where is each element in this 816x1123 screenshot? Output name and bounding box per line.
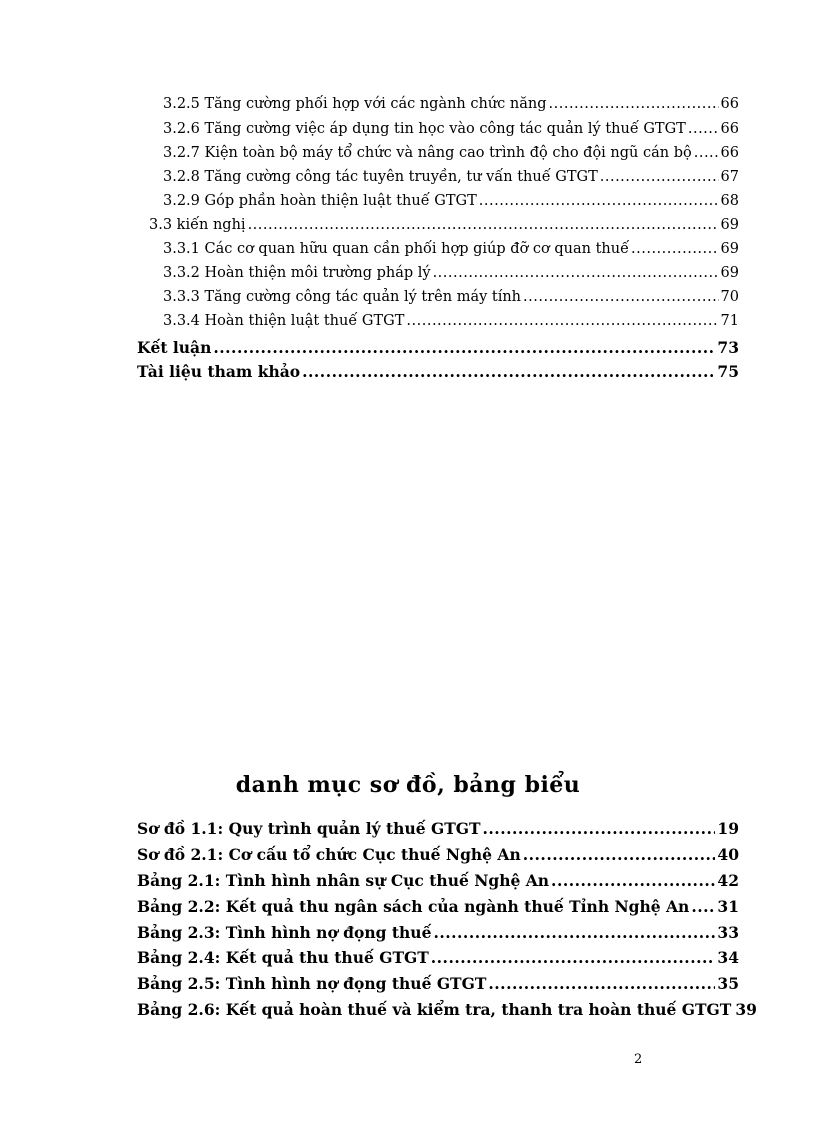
toc-entry-page: 71: [720, 313, 739, 329]
toc-entry-title: 3.2.9 Góp phần hoàn thiện luật thuế GTGT: [163, 193, 477, 209]
figure-entry: [137, 871, 739, 890]
toc-entry-title: 3.3 kiến nghị: [149, 217, 246, 233]
figure-entry: [137, 819, 739, 838]
toc-entry-title: 3.2.8 Tăng cường công tác tuyên truyền, tư vấn thuế GTGT: [163, 169, 598, 185]
figure-entry-page: 31: [717, 897, 739, 916]
page-number: 2: [634, 1052, 643, 1067]
dot-leader: [213, 338, 715, 357]
toc-entry-title: Tài liệu tham khảo: [137, 362, 301, 381]
toc-entry-page: 70: [720, 289, 739, 305]
toc-entry: [163, 265, 739, 281]
toc-entry: [163, 313, 739, 329]
figure-entry-page: 19: [717, 819, 739, 838]
toc-entry-title: Kết luận: [137, 338, 212, 357]
toc-entry-bold: [137, 338, 739, 357]
dot-leader: [248, 217, 719, 233]
toc-entry: [163, 96, 739, 112]
toc-entry-title: 3.2.5 Tăng cường phối hợp với các ngành chức năng: [163, 96, 547, 112]
toc-entry-page: 69: [720, 265, 739, 281]
dot-leader: [523, 845, 716, 864]
toc-entry-page: 68: [720, 193, 739, 209]
figure-entry: [137, 948, 739, 967]
toc-entry-page: 66: [720, 96, 739, 112]
figure-entry: [137, 897, 739, 916]
figure-entry-title: Sơ đồ 1.1: Quy trình quản lý thuế GTGT: [137, 819, 481, 838]
figure-entry-title: Bảng 2.2: Kết quả thu ngân sách của ngành thuế Tỉnh Nghệ An: [137, 897, 690, 916]
toc-entry: [163, 241, 739, 257]
toc-entry: [163, 193, 739, 209]
dot-leader: [631, 241, 719, 257]
figure-entry-page: 39: [735, 1000, 757, 1019]
dot-leader: [433, 265, 719, 281]
dot-leader: [479, 193, 719, 209]
dot-leader: [433, 923, 715, 942]
dot-leader: [551, 871, 715, 890]
figure-entry-title: Bảng 2.6: Kết quả hoàn thuế và kiểm tra, thanh tra hoàn thuế GTGT: [137, 1000, 732, 1019]
toc-entry: [149, 217, 739, 233]
figure-entry: [137, 1000, 757, 1019]
toc-entry-title: 3.3.2 Hoàn thiện môi trường pháp lý: [163, 265, 431, 281]
toc-entry: [163, 121, 739, 137]
toc-entry-page: 75: [717, 362, 739, 381]
toc-entry-title: 3.3.1 Các cơ quan hữu quan cần phối hợp giúp đỡ cơ quan thuế: [163, 241, 630, 257]
dot-leader: [406, 313, 718, 329]
figure-entry-page: 42: [717, 871, 739, 890]
figure-entry: [137, 923, 739, 942]
dot-leader: [302, 362, 715, 381]
toc-entry: [163, 169, 739, 185]
toc-entry-bold: [137, 362, 739, 381]
dot-leader: [691, 897, 715, 916]
dot-leader: [483, 819, 716, 838]
list-of-figures-heading: danh mục sơ đồ, bảng biểu: [235, 772, 581, 798]
toc-entry-page: 66: [720, 121, 739, 137]
dot-leader: [431, 948, 716, 967]
dot-leader: [488, 974, 715, 993]
toc-entry-page: 66: [720, 145, 739, 161]
figure-entry-title: Bảng 2.1: Tình hình nhân sự Cục thuế Nghệ An: [137, 871, 550, 890]
figure-entry-title: Bảng 2.4: Kết quả thu thuế GTGT: [137, 948, 429, 967]
toc-entry-page: 73: [717, 338, 739, 357]
toc-entry-title: 3.2.7 Kiện toàn bộ máy tổ chức và nâng cao trình độ cho đội ngũ cán bộ: [163, 145, 692, 161]
toc-entry: [163, 145, 739, 161]
figure-entry-title: Sơ đồ 2.1: Cơ cấu tổ chức Cục thuế Nghệ An: [137, 845, 521, 864]
figure-entry-page: 35: [717, 974, 739, 993]
figure-entry-page: 34: [717, 948, 739, 967]
dot-leader: [694, 145, 719, 161]
figure-entry-page: 40: [717, 845, 739, 864]
figure-entry-title: Bảng 2.5: Tình hình nợ đọng thuế GTGT: [137, 974, 487, 993]
figure-entry-page: 33: [717, 923, 739, 942]
dot-leader: [523, 289, 719, 305]
figure-entry-title: Bảng 2.3: Tình hình nợ đọng thuế: [137, 923, 432, 942]
toc-entry-title: 3.3.4 Hoàn thiện luật thuế GTGT: [163, 313, 405, 329]
dot-leader: [600, 169, 719, 185]
figure-entry: [137, 845, 739, 864]
toc-entry-page: 69: [720, 217, 739, 233]
toc-entry-title: 3.3.3 Tăng cường công tác quản lý trên máy tính: [163, 289, 522, 305]
toc-entry-page: 67: [720, 169, 739, 185]
toc-entry-page: 69: [720, 241, 739, 257]
toc-entry: [163, 289, 739, 305]
dot-leader: [549, 96, 719, 112]
dot-leader: [688, 121, 719, 137]
figure-entry: [137, 974, 739, 993]
toc-entry-title: 3.2.6 Tăng cường việc áp dụng tin học vào công tác quản lý thuế GTGT: [163, 121, 686, 137]
